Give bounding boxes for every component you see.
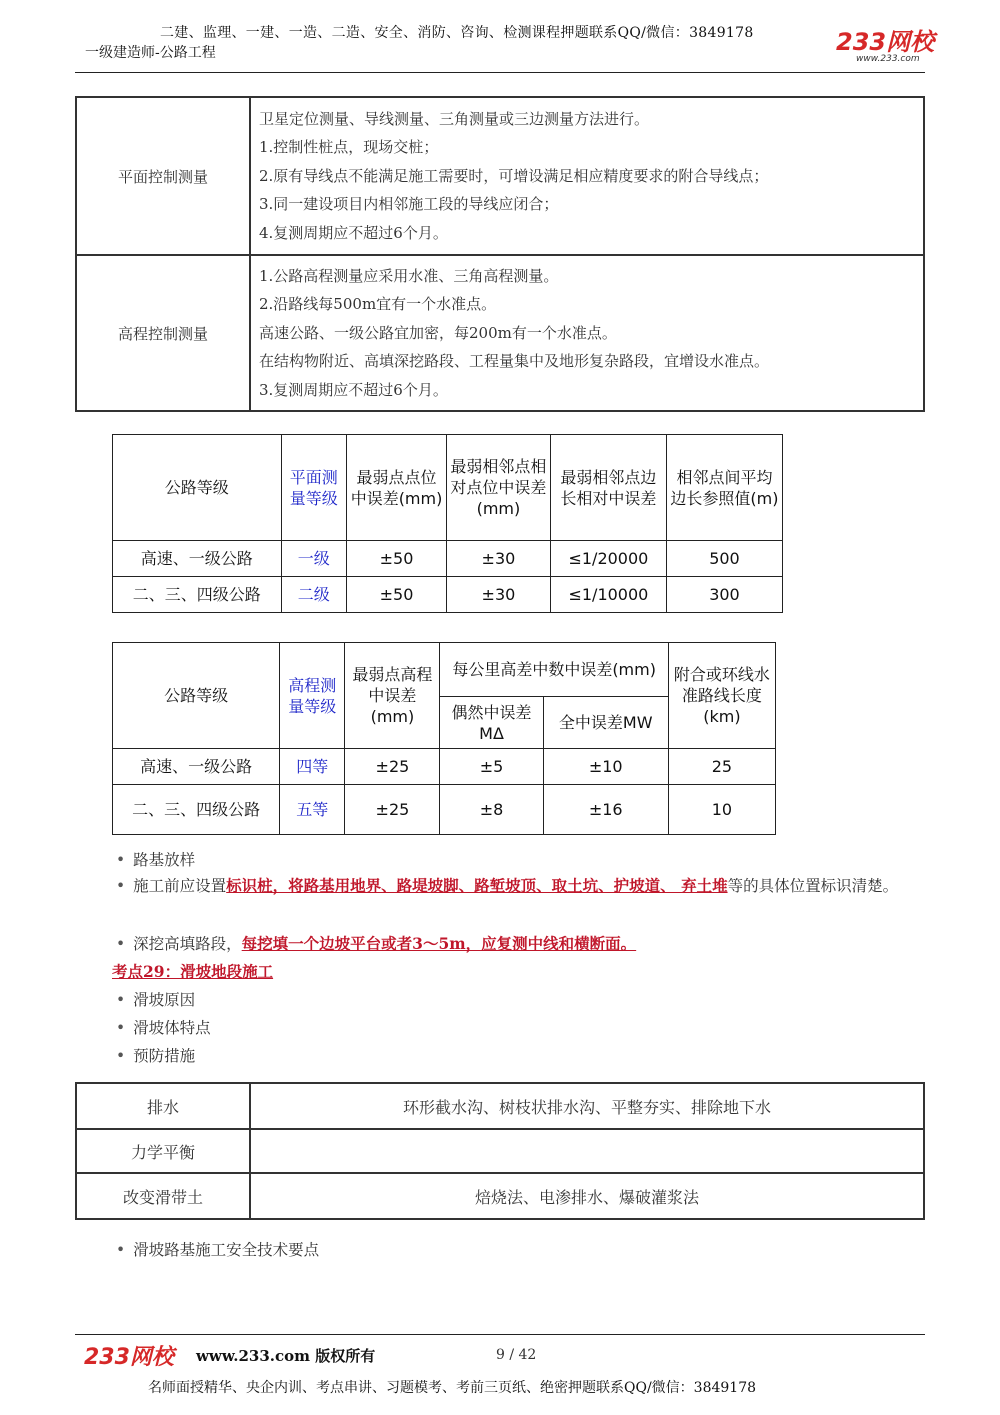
header-cell: 最弱相邻点相对点位中误差(mm) [446,435,550,541]
paragraph-text: 等的具体位置标识清楚。 [727,877,899,895]
table-cell: 300 [666,577,782,613]
table-cell: ±5 [440,749,543,785]
plane-survey-grade-table [112,434,783,613]
table-cell: ±30 [446,541,550,577]
prevention-measures-table [75,1082,925,1220]
table-row [76,1173,924,1219]
content-line: 2.沿路线每500m宜有一个水准点。 [259,295,497,314]
bullet-text: 预防措施 [133,1047,196,1065]
footer-divider [75,1334,925,1335]
table-cell: 一级 [281,541,347,577]
row-content [250,1129,924,1173]
table-row [113,785,776,835]
bullet-icon: • [116,991,126,1009]
content-line: 3.复测周期应不超过6个月。 [259,380,448,399]
table-row [76,255,924,411]
table-cell: ±30 [446,577,550,613]
bullet-item [116,1238,319,1260]
highlight-text: 标识桩，将路基用地界、路堤坡脚、路堑坡顶、取土坑、护坡道、 弃土堆 [226,876,728,895]
paragraph-text: 施工前应设置 [133,877,227,895]
header-divider [75,72,925,73]
logo-text: 233网校 [836,28,935,56]
bullet-item [116,1016,211,1038]
bullet-item [116,988,195,1010]
header-cell: 平面测量等级 [281,435,347,541]
row-content [250,97,924,255]
table-cell: 高速、一级公路 [113,541,282,577]
table-cell: 二、三、四级公路 [113,785,280,835]
table-cell: 500 [666,541,782,577]
header-cell: 公路等级 [113,643,280,749]
footer-contact-line: 名师面授精华、央企内训、考点串讲、习题模考、考前三页纸、绝密押题联系QQ/微信：3849178 [148,1380,757,1396]
bullet-text: 路基放样 [133,851,196,869]
content-line: 1.控制性桩点，现场交桩； [259,138,439,157]
table-cell: ±8 [440,785,543,835]
table-cell: ±10 [543,749,668,785]
table-cell: 二级 [281,577,347,613]
control-measurement-table [75,96,925,412]
table-cell: ±25 [345,749,440,785]
footer-copyright: www.233.com 版权所有 [196,1347,376,1365]
content-line: 3.同一建设项目内相邻施工段的导线应闭合； [259,195,559,214]
paragraph-text: 深挖高填路段， [133,935,242,953]
bullet-icon: • [116,851,126,869]
header-contact-line: 二建、监理、一建、一造、二造、安全、消防、咨询、检测课程押题联系QQ/微信：3849178 [160,25,754,41]
bullet-text: 滑坡路基施工安全技术要点 [133,1241,320,1259]
footer-logo: 233网校 [84,1345,174,1370]
content-line: 高速公路、一级公路宜加密，每200m有一个水准点。 [259,323,617,342]
highlight-text: 每挖填一个边坡平台或者3～5m，应复测中线和横断面。 [241,934,637,953]
header-cell: 最弱点点位中误差(mm) [347,435,447,541]
table-cell: 四等 [280,749,345,785]
content-line: 4.复测周期应不超过6个月。 [259,223,448,242]
bullet-icon: • [116,877,126,895]
content-line: 卫星定位测量、导线测量、三角测量或三边测量方法进行。 [259,109,650,128]
bullet-icon: • [116,935,126,953]
row-label: 改变滑带土 [76,1173,250,1219]
table-cell: 五等 [280,785,345,835]
paragraph [76,872,926,900]
table-cell: 10 [668,785,775,835]
table-row [113,749,776,785]
header-cell: 公路等级 [113,435,282,541]
key-point-heading: 考点29：滑坡地段施工 [112,962,274,981]
document-subtitle: 一级建造师-公路工程 [85,45,216,61]
row-content: 环形截水沟、树枝状排水沟、平整夯实、排除地下水 [250,1083,924,1129]
bullet-icon: • [116,1047,126,1065]
page-number: 9 / 42 [496,1347,537,1363]
bullet-icon: • [116,1019,126,1037]
content-line: 在结构物附近、高填深挖路段、工程量集中及地形复杂路段，宜增设水准点。 [259,352,770,371]
content-line: 1.公路高程测量应采用水准、三角高程测量。 [259,266,559,285]
table-row [113,541,783,577]
header-cell: 高程测量等级 [280,643,345,749]
table-cell: 高速、一级公路 [113,749,280,785]
table-cell: ≤1/20000 [550,541,666,577]
table-row [113,577,783,613]
header-cell: 最弱相邻点边长相对中误差 [550,435,666,541]
row-content: 焙烧法、电渗排水、爆破灌浆法 [250,1173,924,1219]
bullet-item [116,932,636,954]
table-header-row [113,435,783,541]
logo-url: www.233.com [856,54,920,64]
bullet-item [116,1044,195,1066]
bullet-item [116,848,195,870]
header-cell: 每公里高差中数中误差(mm) [440,643,668,697]
table-row [76,1129,924,1173]
row-label: 力学平衡 [76,1129,250,1173]
table-header-row [113,643,776,697]
level-survey-grade-table [112,642,776,835]
header-cell: 偶然中误差MΔ [440,697,543,749]
table-cell: 二、三、四级公路 [113,577,282,613]
table-cell: ≤1/10000 [550,577,666,613]
bullet-text: 滑坡原因 [133,991,196,1009]
table-cell: ±50 [347,541,447,577]
table-cell: ±25 [345,785,440,835]
content-line: 2.原有导线点不能满足施工需要时，可增设满足相应精度要求的附合导线点； [259,166,769,185]
header-cell: 相邻点间平均边长参照值(m) [666,435,782,541]
brand-logo [836,30,934,64]
row-content [250,255,924,411]
row-label: 高程控制测量 [76,255,250,411]
header-cell: 附合或环线水准路线长度(km) [668,643,775,749]
table-cell: ±50 [347,577,447,613]
header-cell: 最弱点高程中误差(mm) [345,643,440,749]
bullet-text: 滑坡体特点 [133,1019,211,1037]
table-row [76,1083,924,1129]
table-cell: 25 [668,749,775,785]
bullet-icon: • [116,1241,126,1259]
table-row [76,97,924,255]
row-label: 排水 [76,1083,250,1129]
header-cell: 全中误差MW [543,697,668,749]
table-cell: ±16 [543,785,668,835]
row-label: 平面控制测量 [76,97,250,255]
